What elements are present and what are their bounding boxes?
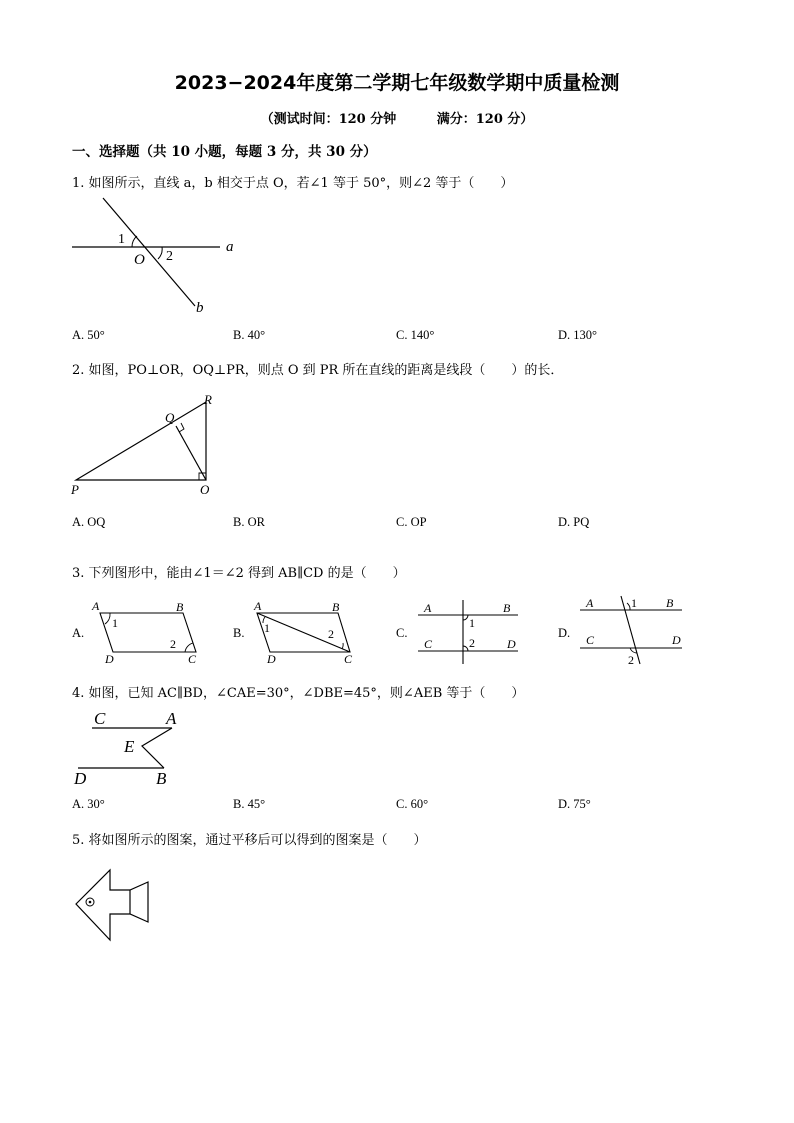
svg-text:B: B <box>503 601 511 615</box>
q3-option-b-letter: B. <box>233 626 245 640</box>
point-o-label: O <box>200 482 210 497</box>
svg-text:A: A <box>92 599 100 613</box>
q4-option-c: C. 60° <box>396 797 429 811</box>
svg-text:1: 1 <box>469 616 475 630</box>
svg-text:A: A <box>586 596 594 610</box>
svg-text:A: A <box>424 601 432 615</box>
angle-2-label: 2 <box>166 249 173 264</box>
question-2-text: 2. 如图，PO⊥OR，OQ⊥PR，则点 O 到 PR 所在直线的距离是线段（ ）的长． <box>72 363 564 378</box>
point-a-label: A <box>166 709 177 728</box>
svg-text:D: D <box>507 637 516 651</box>
point-d-label: D <box>74 769 87 788</box>
svg-text:D: D <box>672 633 681 647</box>
point-e-label: E <box>124 737 135 756</box>
svg-text:D: D <box>267 652 276 666</box>
svg-text:1: 1 <box>264 621 270 635</box>
q2-option-a: A. OQ <box>72 515 106 529</box>
svg-text:2: 2 <box>628 653 634 667</box>
q3-option-c-letter: C. <box>396 626 408 640</box>
question-4-figure <box>68 704 198 790</box>
point-c-label: C <box>94 709 106 728</box>
section-heading: 一、选择题（共 10 小题，每题 3 分，共 30 分） <box>72 144 377 160</box>
svg-text:C: C <box>344 652 353 666</box>
q1-option-a: A. 50° <box>72 328 105 342</box>
svg-text:1: 1 <box>631 596 637 610</box>
q3-figure-b <box>248 596 368 668</box>
q3-figure-c <box>412 596 527 668</box>
point-r-label: R <box>204 392 212 407</box>
question-4-text: 4. 如图，已知 AC∥BD，∠CAE=30°，∠DBE=45°，则∠AEB 等于（ ） <box>72 686 525 701</box>
question-1-figure <box>60 192 260 317</box>
point-o-label: O <box>134 252 145 268</box>
q4-option-d: D. 75° <box>558 797 591 811</box>
q2-option-c: C. OP <box>396 515 427 529</box>
question-3-text: 3. 下列图形中，能由∠1＝∠2 得到 AB∥CD 的是（ ） <box>72 566 406 581</box>
line-a-label: a <box>226 239 234 255</box>
q4-option-b: B. 45° <box>233 797 266 811</box>
point-p-label: P <box>71 482 79 497</box>
question-5-text: 5. 将如图所示的图案，通过平移后可以得到的图案是（ ） <box>72 833 427 848</box>
svg-text:A: A <box>254 599 262 613</box>
fish-pattern-figure <box>72 860 156 946</box>
test-time: （测试时间：120 分钟 <box>260 112 397 127</box>
svg-text:B: B <box>666 596 674 610</box>
question-1-text: 1. 如图所示，直线 a，b 相交于点 O，若∠1 等于 50°，则∠2 等于（ ） <box>72 176 514 191</box>
q2-option-d: D. PQ <box>558 515 590 529</box>
q1-option-b: B. 40° <box>233 328 266 342</box>
q4-option-a: A. 30° <box>72 797 105 811</box>
q3-option-d-letter: D. <box>558 626 571 640</box>
svg-text:D: D <box>105 652 114 666</box>
svg-text:2: 2 <box>469 636 475 650</box>
line-b-label: b <box>196 300 204 316</box>
q1-option-c: C. 140° <box>396 328 435 342</box>
point-b-label: B <box>156 769 167 788</box>
q2-option-b: B. OR <box>233 515 265 529</box>
svg-text:1: 1 <box>112 616 118 630</box>
svg-text:2: 2 <box>328 627 334 641</box>
q3-figure-a <box>88 596 208 668</box>
full-score: 满分：120 分） <box>436 112 534 127</box>
angle-1-label: 1 <box>118 232 125 247</box>
q3-option-a-letter: A. <box>72 626 85 640</box>
svg-text:B: B <box>176 600 184 614</box>
page-title: 2023−2024年度第二学期七年级数学期中质量检测 <box>174 72 620 94</box>
svg-text:2: 2 <box>170 637 176 651</box>
svg-text:C: C <box>188 652 197 666</box>
q1-option-d: D. 130° <box>558 328 598 342</box>
test-info <box>0 108 794 127</box>
point-q-label: Q <box>165 410 175 425</box>
svg-text:B: B <box>332 600 340 614</box>
svg-text:C: C <box>424 637 433 651</box>
svg-text:C: C <box>586 633 595 647</box>
q3-figure-d <box>574 592 689 668</box>
question-2-figure <box>66 390 226 502</box>
